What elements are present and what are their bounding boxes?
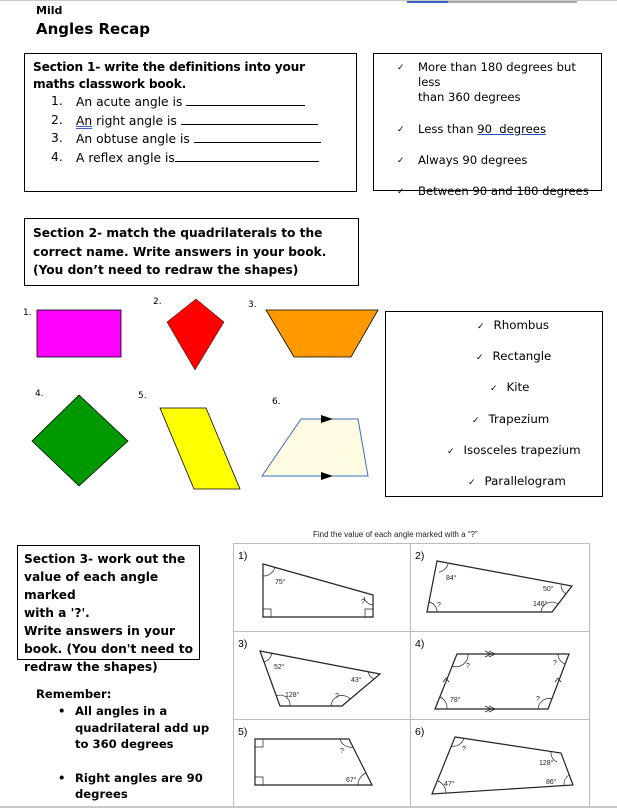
angle-label: 128° (285, 692, 300, 699)
tick-icon: ✓ (468, 478, 476, 488)
bullet-icon: • (58, 770, 66, 785)
section2-heading: Section 2- match the quadrilaterals to the correct name. Write answers in your book. (You don’t need to redraw the shapes) (33, 226, 327, 277)
problem-cell: 4) (411, 632, 589, 720)
shape-label: 5. (138, 391, 147, 401)
remember-point: • Right angles are 90 degrees (58, 770, 203, 801)
angle-label: 43° (351, 677, 362, 684)
angle-labels (274, 574, 557, 788)
definition-item: ✓ Between 90 and 180 degrees (397, 184, 589, 198)
name-item: ✓ Rhombus (477, 318, 550, 332)
grid-title: Find the value of each angle marked with a “?” (313, 530, 478, 539)
tick-icon: ✓ (472, 416, 480, 426)
shape-label: 6. (272, 397, 281, 407)
section1-heading: Section 1- write the definitions into your maths classwork book. (33, 60, 305, 91)
angle-label: ? (340, 748, 344, 755)
question-item: 2. An right angle is (33, 112, 348, 131)
shape-label: 4. (35, 389, 44, 399)
grammar-flag: An (76, 113, 93, 128)
problem-cell: 2) (411, 544, 589, 632)
problem-cell: 1) (234, 544, 411, 632)
angle-label: ? (536, 696, 540, 703)
angle-label: 146° (533, 601, 548, 608)
angle-label: 128° (539, 760, 554, 767)
angle-label: ? (462, 746, 466, 753)
angle-label: 47° (444, 781, 455, 788)
problem-3-shape (260, 651, 380, 706)
problem-cell: 6) (415, 726, 425, 738)
angle-label: 50° (543, 586, 554, 593)
angle-label: ? (437, 602, 441, 609)
shape-label: 2. (153, 297, 162, 307)
name-item: ✓ Isosceles trapezium (447, 443, 581, 457)
tick-icon: ✓ (397, 125, 405, 135)
section3-box: Section 3- work out the value of each angle marked with a '?'. Write answers in your book. (You don't need to redraw the shapes) (17, 545, 200, 660)
page-title: Angles Recap (36, 20, 150, 38)
tick-icon: ✓ (447, 447, 455, 457)
question-item: 1. An acute angle is (33, 93, 348, 112)
shape-label: 1. (23, 308, 32, 318)
angle-label: 84° (446, 575, 457, 582)
angle-label: ? (335, 693, 339, 700)
bullet-icon: • (58, 704, 66, 718)
name-item: ✓ Kite (490, 380, 530, 394)
angle-label: ? (361, 599, 365, 606)
remember-label: Remember: (36, 687, 112, 701)
angle-label: 78° (450, 697, 461, 704)
tick-icon: ✓ (397, 156, 405, 166)
definition-item: ✓ Always 90 degrees (397, 153, 528, 167)
tick-icon: ✓ (397, 187, 405, 197)
name-item: ✓ Rectangle (476, 349, 552, 363)
tick-icon: ✓ (490, 384, 498, 394)
angle-label: 86° (546, 779, 557, 786)
angle-label: ? (553, 660, 557, 667)
definition-item: ✓ More than 180 degrees but less than 360 degrees (397, 60, 576, 104)
tick-icon: ✓ (397, 63, 405, 73)
tick-icon: ✓ (477, 322, 485, 332)
difficulty-label: Mild (36, 4, 63, 17)
tick-icon: ✓ (476, 353, 484, 363)
angle-label: 52° (274, 664, 285, 671)
definition-item: ✓ Less than 90 degrees (397, 122, 546, 136)
name-item: ✓ Parallelogram (468, 474, 566, 488)
remember-point: • All angles in a quadrilateral add up to 360 degrees (58, 704, 210, 751)
question-item: 4. A reflex angle is (33, 149, 348, 168)
angle-label: 67° (346, 777, 357, 784)
angle-label: ? (466, 663, 470, 670)
angle-label: 75° (275, 579, 286, 586)
page-bottom-border (0, 806, 617, 808)
name-item: ✓ Trapezium (472, 412, 550, 426)
question-item: 3. An obtuse angle is (33, 130, 348, 149)
problem-cell: 5) (234, 720, 411, 806)
problem-1-shape (263, 564, 373, 617)
problem-cell: 3) (234, 632, 411, 720)
shape-label: 3. (248, 300, 257, 310)
